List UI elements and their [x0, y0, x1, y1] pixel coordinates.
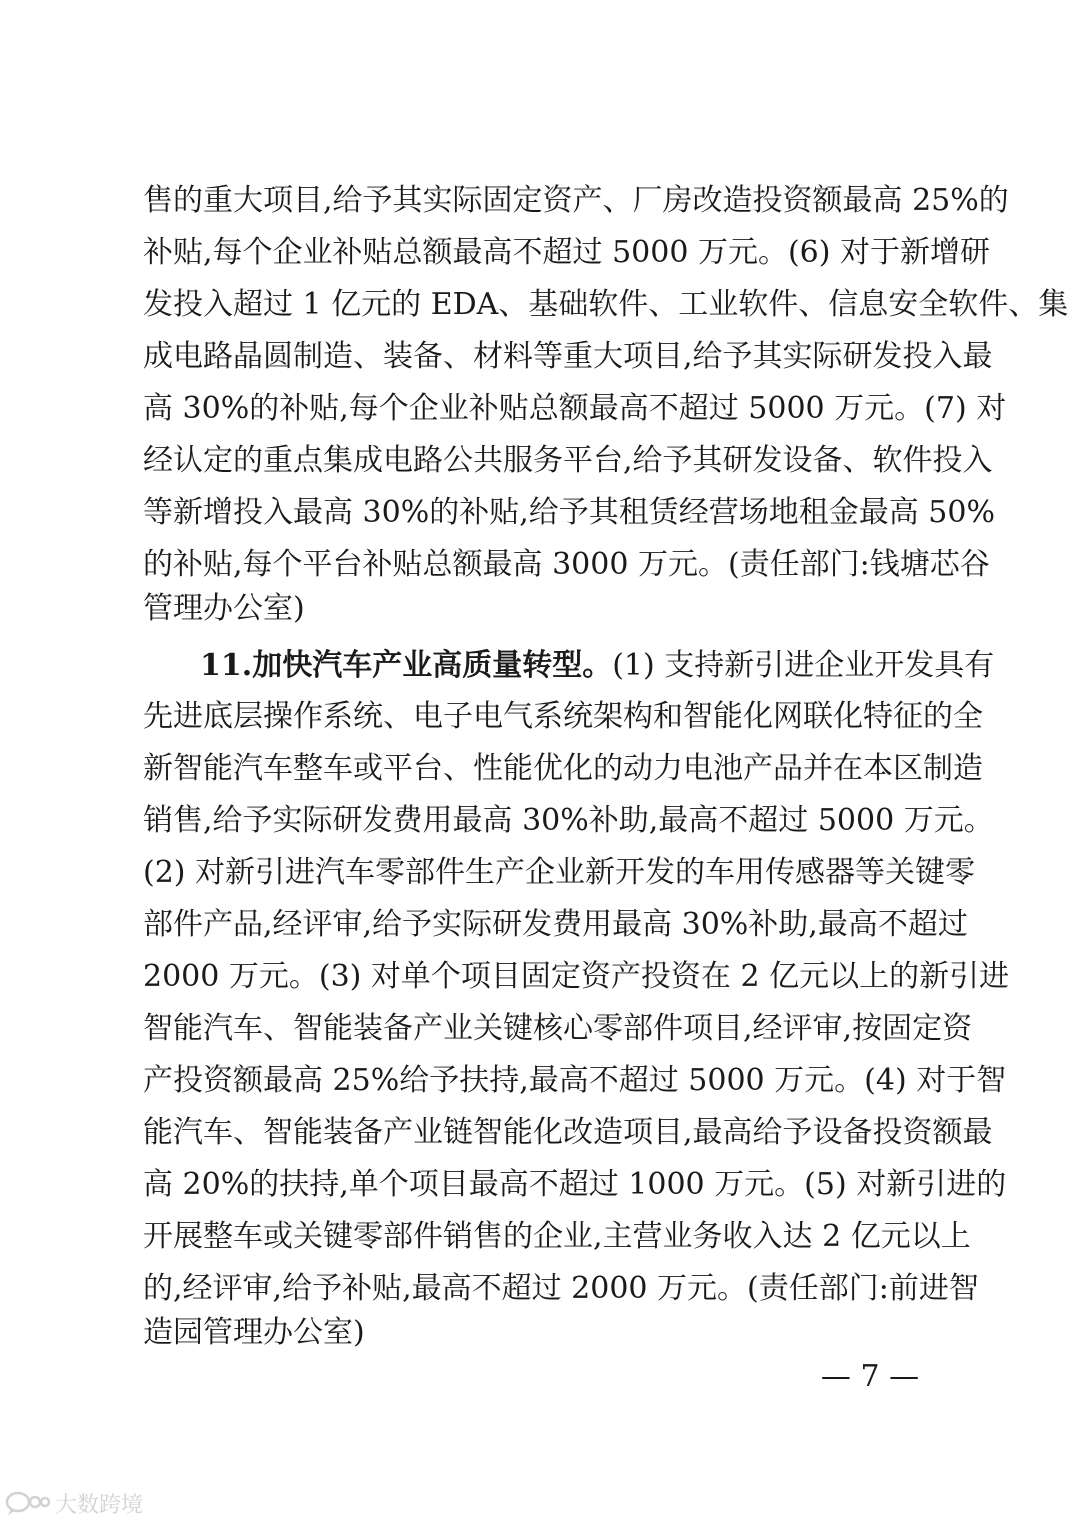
text-line: 新智能汽车整车或平台、性能优化的动力电池产品并在本区制造	[143, 751, 983, 786]
page-number: — 7 —	[820, 1359, 920, 1394]
text-line: 能汽车、智能装备产业链智能化改造项目,最高给予设备投资额最	[143, 1115, 993, 1150]
text-line: (2) 对新引进汽车零部件生产企业新开发的车用传感器等关键零	[143, 855, 976, 890]
text-line: 高 30%的补贴,每个企业补贴总额最高不超过 5000 万元。(7) 对	[143, 391, 1007, 426]
text-line: 成电路晶圆制造、装备、材料等重大项目,给予其实际研发投入最	[143, 339, 993, 374]
text-line: 先进底层操作系统、电子电气系统架构和智能化网联化特征的全	[143, 699, 983, 734]
text-line: 开展整车或关键零部件销售的企业,主营业务收入达 2 亿元以上	[143, 1219, 971, 1254]
text-line: 等新增投入最高 30%的补贴,给予其租赁经营场地租金最高 50%	[143, 495, 995, 530]
text-line: 的,经评审,给予补贴,最高不超过 2000 万元。(责任部门:前进智	[143, 1271, 979, 1306]
text-line: 补贴,每个企业补贴总额最高不超过 5000 万元。(6) 对于新增研	[143, 235, 990, 270]
text-line: 销售,给予实际研发费用最高 30%补助,最高不超过 5000 万元。	[143, 803, 994, 838]
text-line: 产投资额最高 25%给予扶持,最高不超过 5000 万元。(4) 对于智	[143, 1063, 1007, 1098]
chat-bubble-logo-icon	[5, 1490, 51, 1516]
watermark	[5, 1488, 143, 1518]
section-11-heading: 11.加快汽车产业高质量转型。	[200, 648, 613, 683]
text-line: 造园管理办公室)	[143, 1315, 365, 1350]
text-line: 发投入超过 1 亿元的 EDA、基础软件、工业软件、信息安全软件、集	[143, 287, 1069, 322]
text-line: 管理办公室)	[143, 591, 305, 626]
text-line: 部件产品,经评审,给予实际研发费用最高 30%补助,最高不超过	[143, 907, 968, 942]
text-line: 高 20%的扶持,单个项目最高不超过 1000 万元。(5) 对新引进的	[143, 1167, 1007, 1202]
text-line: 的补贴,每个平台补贴总额最高 3000 万元。(责任部门:钱塘芯谷	[143, 547, 990, 582]
text-line: 售的重大项目,给予其实际固定资产、厂房改造投资额最高 25%的	[143, 183, 1009, 218]
section-11-first-line	[200, 640, 995, 692]
watermark-text: 大数跨境	[55, 1492, 144, 1518]
text-line: 2000 万元。(3) 对单个项目固定资产投资在 2 亿元以上的新引进	[143, 959, 1010, 994]
text-line: 经认定的重点集成电路公共服务平台,给予其研发设备、软件投入	[143, 443, 993, 478]
text-line: 智能汽车、智能装备产业关键核心零部件项目,经评审,按固定资	[143, 1011, 973, 1046]
section-11-first-line-text: (1) 支持新引进企业开发具有	[612, 648, 995, 683]
